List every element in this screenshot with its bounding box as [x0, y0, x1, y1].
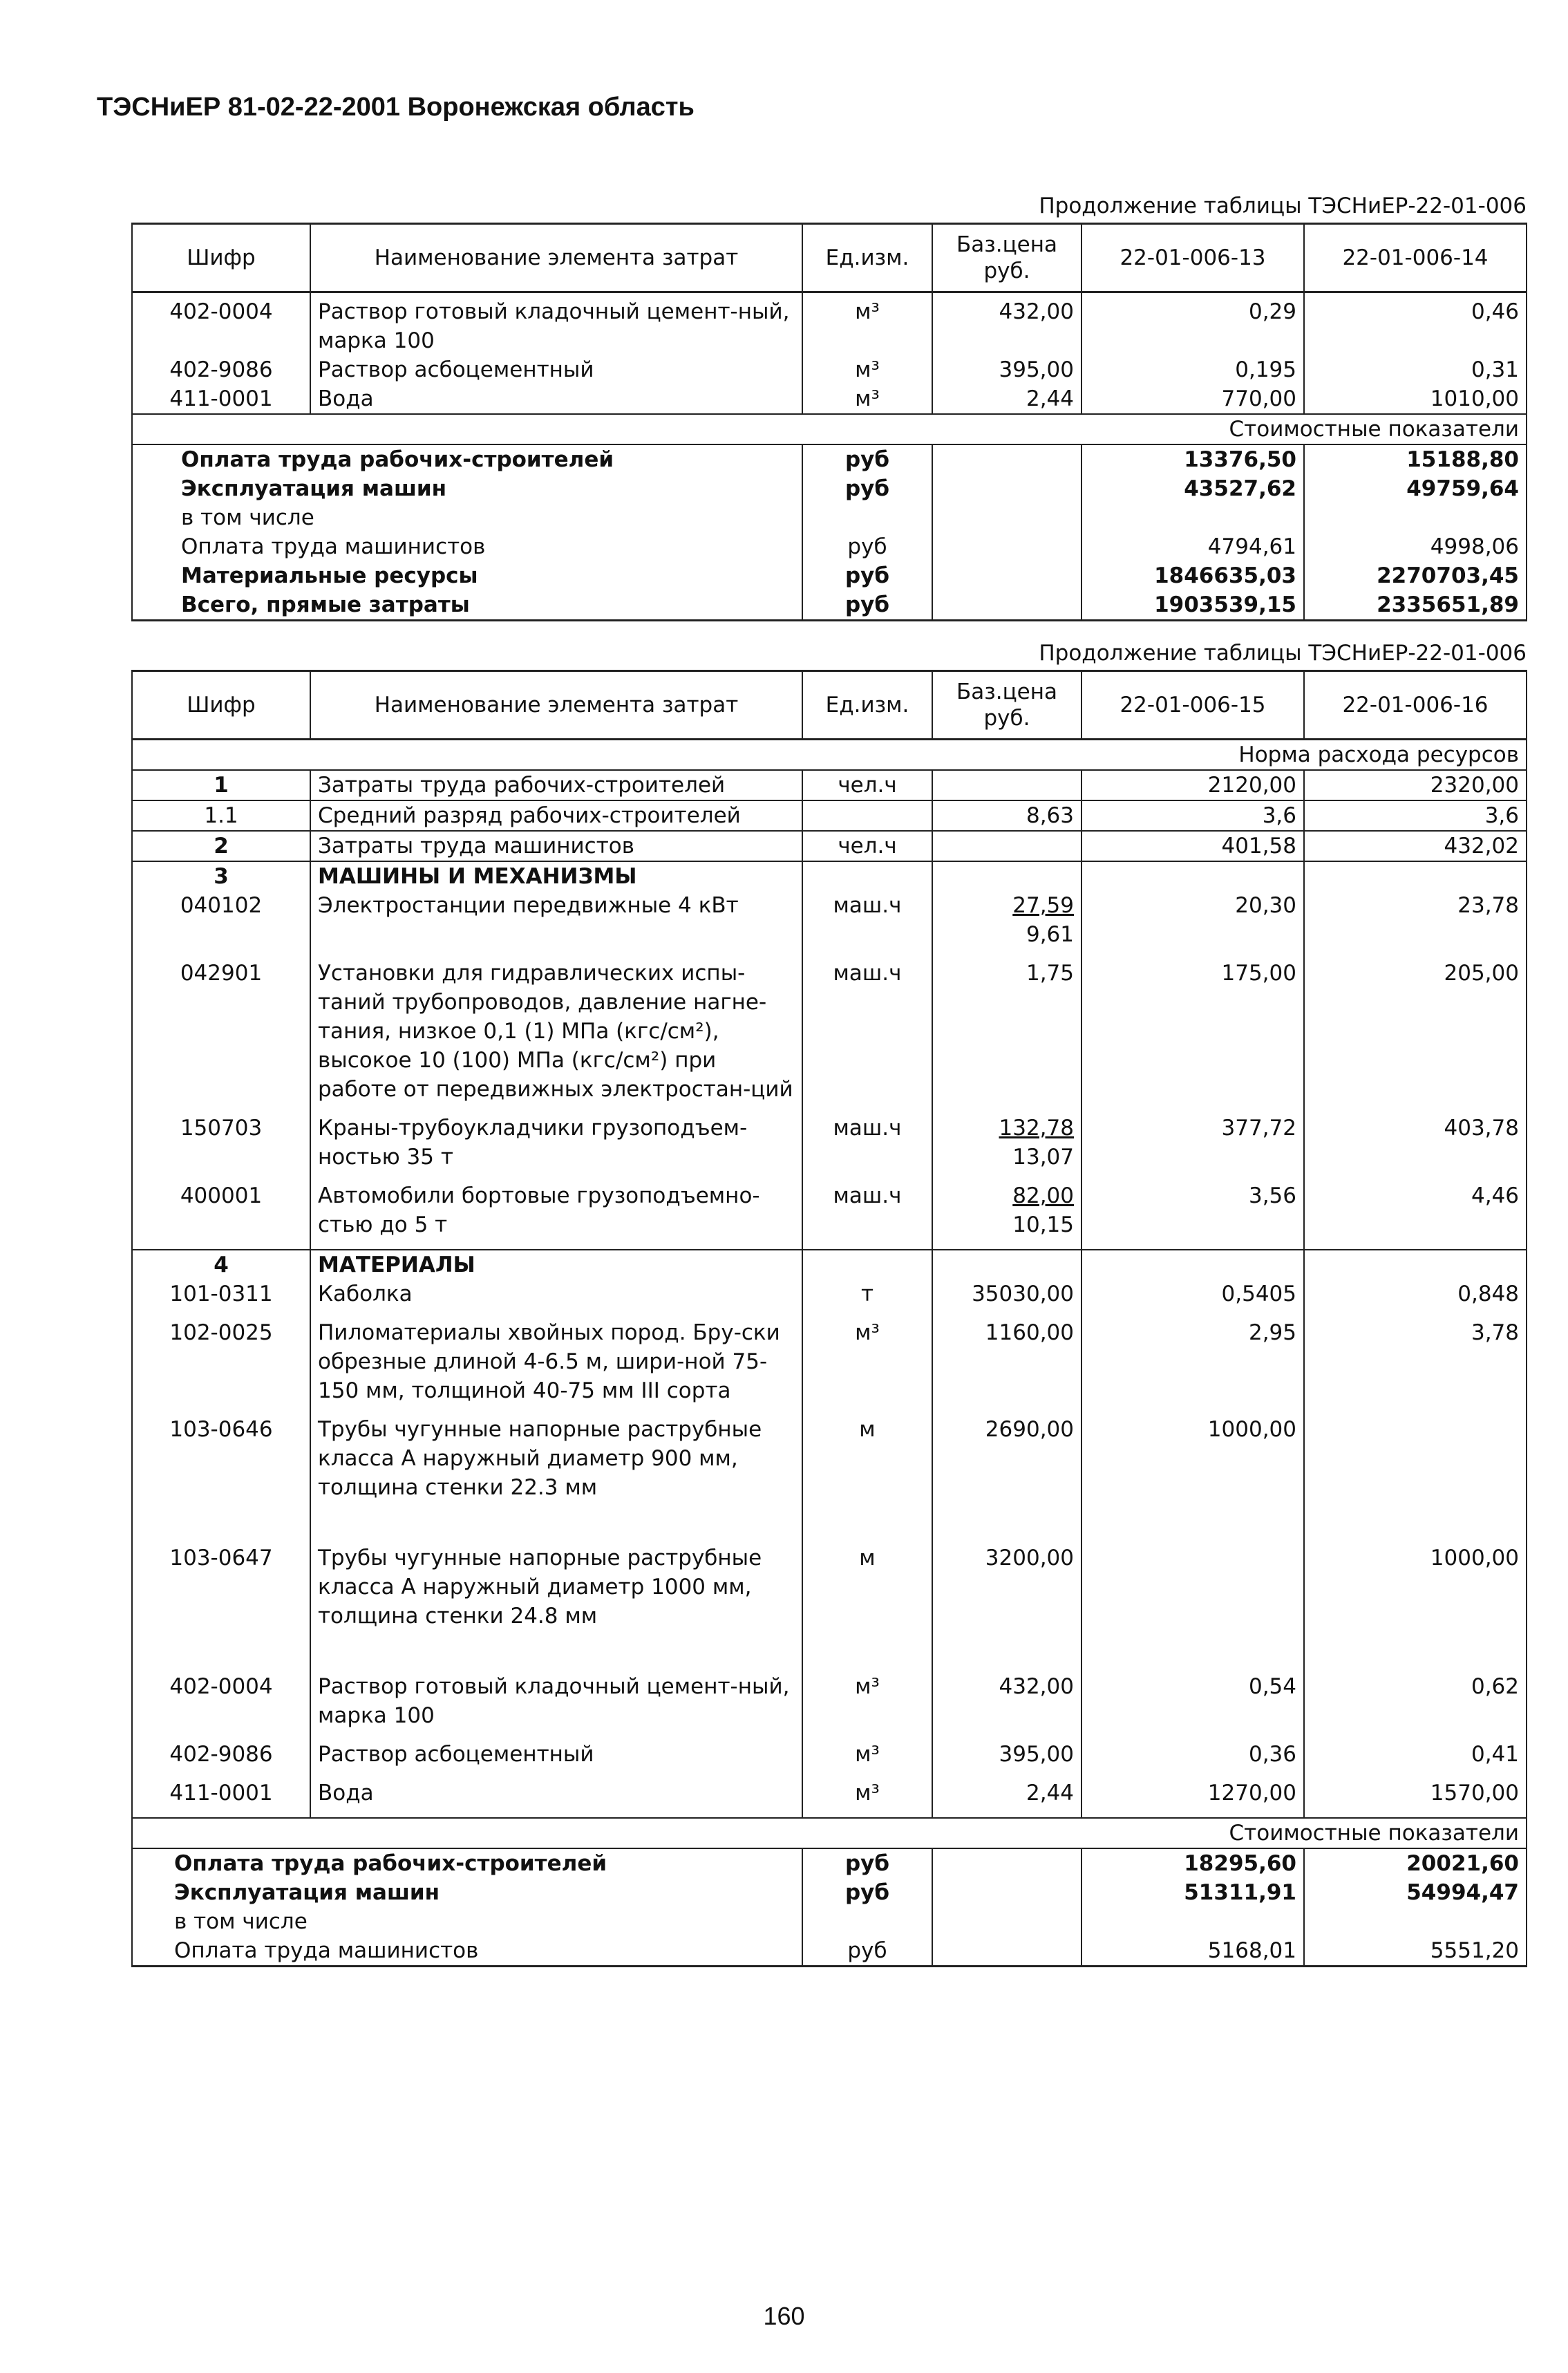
labor-value-1: 2120,00	[1081, 770, 1304, 800]
cost-value-1	[1081, 1907, 1304, 1936]
norm-caption: Норма расхода ресурсов	[132, 740, 1527, 771]
resource-unit: м³	[802, 384, 932, 414]
resource-unit: м³	[802, 292, 932, 356]
cost-value-2: 54994,47	[1304, 1878, 1527, 1907]
labor-unit: чел.ч	[802, 770, 932, 800]
machine-value-2: 403,78	[1304, 1114, 1527, 1181]
header-code: Шифр	[132, 671, 310, 740]
cost-price-empty	[932, 532, 1081, 561]
cost-name: Всего, прямые затраты	[132, 590, 802, 621]
cost-caption: Стоимостные показатели	[132, 414, 1527, 444]
cost-unit: руб	[802, 444, 932, 474]
resource-value-1: 770,00	[1081, 384, 1304, 414]
machine-code: 150703	[132, 1114, 310, 1181]
resource-unit: м³	[802, 355, 932, 384]
cost-unit: руб	[802, 474, 932, 503]
resource-value-2: 0,46	[1304, 292, 1527, 356]
material-price: 3200,00	[932, 1544, 1081, 1672]
material-code: 402-9086	[132, 1740, 310, 1779]
machines-code: 3	[132, 861, 310, 891]
machine-price-labor: 13,07	[1012, 1145, 1074, 1170]
labor-name: Затраты труда машинистов	[310, 831, 802, 861]
machine-name: Установки для гидравлических испы-таний трубопроводов, давление нагне-тания, низкое 0,1 (1) МПа (кгс/см²), высокое 10 (100) МПа (кгс/см²) при работе от передвижных электростан-ций	[310, 959, 802, 1114]
machine-price-total: 1,75	[1026, 961, 1074, 986]
cost-price-empty	[932, 590, 1081, 621]
cost-caption-row	[132, 414, 1527, 444]
cost-unit: руб	[802, 1848, 932, 1878]
materials-section-row	[132, 1250, 1527, 1279]
material-value-2: 0,62	[1304, 1672, 1527, 1740]
machine-unit: маш.ч	[802, 891, 932, 959]
machine-code: 042901	[132, 959, 310, 1114]
cost-name: Оплата труда машинистов	[132, 532, 802, 561]
header-code: Шифр	[132, 224, 310, 292]
machine-price	[932, 1181, 1081, 1250]
machine-price	[932, 891, 1081, 959]
machine-price-labor: 9,61	[1026, 922, 1074, 947]
material-price: 35030,00	[932, 1279, 1081, 1318]
cost-row	[132, 1936, 1527, 1967]
machine-value-1: 377,72	[1081, 1114, 1304, 1181]
labor-row	[132, 770, 1527, 800]
cost-value-1: 4794,61	[1081, 532, 1304, 561]
material-code: 102-0025	[132, 1318, 310, 1415]
cost-value-1: 5168,01	[1081, 1936, 1304, 1967]
machine-code: 040102	[132, 891, 310, 959]
material-value-1: 1270,00	[1081, 1779, 1304, 1818]
machine-value-1: 20,30	[1081, 891, 1304, 959]
cost-row	[132, 1848, 1527, 1878]
material-row	[132, 1279, 1527, 1318]
cost-row	[132, 1878, 1527, 1907]
resource-price: 432,00	[932, 292, 1081, 356]
material-value-1	[1081, 1544, 1304, 1672]
cost-value-2: 2270703,45	[1304, 561, 1527, 590]
resource-value-1: 0,195	[1081, 355, 1304, 384]
empty-cell	[932, 1250, 1081, 1279]
empty-cell	[1304, 861, 1527, 891]
resource-name: Раствор асбоцементный	[310, 355, 802, 384]
empty-cell	[932, 861, 1081, 891]
machine-name: Автомобили бортовые грузоподъемно-стью до 5 т	[310, 1181, 802, 1250]
material-price: 2690,00	[932, 1415, 1081, 1544]
table1	[131, 223, 1527, 621]
cost-value-2: 5551,20	[1304, 1936, 1527, 1967]
machine-unit: маш.ч	[802, 1114, 932, 1181]
cost-caption: Стоимостные показатели	[132, 1818, 1527, 1848]
cost-value-1: 18295,60	[1081, 1848, 1304, 1878]
machine-value-2: 4,46	[1304, 1181, 1527, 1250]
cost-name: Эксплуатация машин	[132, 474, 802, 503]
cost-name: Оплата труда рабочих-строителей	[132, 1848, 802, 1878]
material-unit: м³	[802, 1779, 932, 1818]
header-price: Баз.цена руб.	[932, 224, 1081, 292]
header-col1: 22-01-006-13	[1081, 224, 1304, 292]
material-row	[132, 1544, 1527, 1672]
cost-value-2	[1304, 503, 1527, 532]
material-value-1: 0,54	[1081, 1672, 1304, 1740]
material-price: 432,00	[932, 1672, 1081, 1740]
material-unit: м	[802, 1415, 932, 1544]
cost-price-empty	[932, 474, 1081, 503]
header-price: Баз.цена руб.	[932, 671, 1081, 740]
material-name: Раствор готовый кладочный цемент-ный, марка 100	[310, 1672, 802, 1740]
material-value-2: 0,848	[1304, 1279, 1527, 1318]
cost-name: Оплата труда рабочих-строителей	[132, 444, 802, 474]
machine-price-total: 82,00	[1012, 1183, 1074, 1208]
empty-cell	[1304, 1250, 1527, 1279]
machine-price-total: 27,59	[1012, 893, 1074, 918]
cost-unit: руб	[802, 532, 932, 561]
resource-code: 402-0004	[132, 292, 310, 356]
material-row	[132, 1740, 1527, 1779]
resource-code: 402-9086	[132, 355, 310, 384]
cost-value-2: 2335651,89	[1304, 590, 1527, 621]
page-title: ТЭСНиЕР 81-02-22-2001 Воронежская область	[97, 93, 695, 122]
cost-unit: руб	[802, 1878, 932, 1907]
machine-price-total: 132,78	[999, 1116, 1074, 1141]
norm-caption-row	[132, 740, 1527, 771]
cost-row	[132, 503, 1527, 532]
machine-price-labor: 10,15	[1012, 1212, 1074, 1237]
material-name: Раствор асбоцементный	[310, 1740, 802, 1779]
resource-value-1: 0,29	[1081, 292, 1304, 356]
material-name: Трубы чугунные напорные раструбные класса А наружный диаметр 1000 мм, толщина стенки 24.8 мм	[310, 1544, 802, 1672]
machine-value-2: 205,00	[1304, 959, 1527, 1114]
material-unit: м	[802, 1544, 932, 1672]
empty-cell	[1081, 861, 1304, 891]
empty-cell	[1081, 1250, 1304, 1279]
cost-price-empty	[932, 444, 1081, 474]
machine-value-2: 23,78	[1304, 891, 1527, 959]
cost-name: Оплата труда машинистов	[132, 1936, 802, 1967]
material-value-2: 3,78	[1304, 1318, 1527, 1415]
material-price: 1160,00	[932, 1318, 1081, 1415]
cost-value-2	[1304, 1907, 1527, 1936]
machine-row	[132, 1114, 1527, 1181]
cost-price-empty	[932, 1848, 1081, 1878]
material-price: 395,00	[932, 1740, 1081, 1779]
cost-value-1: 13376,50	[1081, 444, 1304, 474]
material-row	[132, 1318, 1527, 1415]
cost-value-2: 4998,06	[1304, 532, 1527, 561]
machine-price	[932, 1114, 1081, 1181]
labor-value-2: 2320,00	[1304, 770, 1527, 800]
materials-title: МАТЕРИАЛЫ	[310, 1250, 802, 1279]
labor-price	[932, 770, 1081, 800]
cost-value-1	[1081, 503, 1304, 532]
material-value-2: 0,41	[1304, 1740, 1527, 1779]
resource-name: Раствор готовый кладочный цемент-ный, марка 100	[310, 292, 802, 356]
material-value-1: 2,95	[1081, 1318, 1304, 1415]
material-name: Вода	[310, 1779, 802, 1818]
cost-caption-row	[132, 1818, 1527, 1848]
material-name: Трубы чугунные напорные раструбные класса А наружный диаметр 900 мм, толщина стенки 22.3 мм	[310, 1415, 802, 1544]
header-col2: 22-01-006-14	[1304, 224, 1527, 292]
cost-unit	[802, 1907, 932, 1936]
cost-value-2: 15188,80	[1304, 444, 1527, 474]
labor-row	[132, 800, 1527, 831]
machine-row	[132, 891, 1527, 959]
machine-value-1: 3,56	[1081, 1181, 1304, 1250]
cost-value-1: 51311,91	[1081, 1878, 1304, 1907]
labor-code: 1.1	[132, 800, 310, 831]
resource-row	[132, 292, 1527, 356]
material-value-2	[1304, 1415, 1527, 1544]
material-value-1: 0,5405	[1081, 1279, 1304, 1318]
cost-price-empty	[932, 561, 1081, 590]
material-value-2: 1000,00	[1304, 1544, 1527, 1672]
material-row	[132, 1415, 1527, 1544]
machines-section-row	[132, 861, 1527, 891]
labor-price: 8,63	[932, 800, 1081, 831]
cost-unit	[802, 503, 932, 532]
labor-name: Средний разряд рабочих-строителей	[310, 800, 802, 831]
labor-name: Затраты труда рабочих-строителей	[310, 770, 802, 800]
machine-code: 400001	[132, 1181, 310, 1250]
material-value-2: 1570,00	[1304, 1779, 1527, 1818]
cost-unit: руб	[802, 1936, 932, 1967]
cost-price-empty	[932, 1936, 1081, 1967]
machine-unit: маш.ч	[802, 1181, 932, 1250]
material-price: 2,44	[932, 1779, 1081, 1818]
resource-code: 411-0001	[132, 384, 310, 414]
machine-row	[132, 959, 1527, 1114]
labor-unit	[802, 800, 932, 831]
labor-code: 2	[132, 831, 310, 861]
material-row	[132, 1779, 1527, 1818]
cost-name: Эксплуатация машин	[132, 1878, 802, 1907]
cost-row	[132, 474, 1527, 503]
cost-name: Материальные ресурсы	[132, 561, 802, 590]
page-number: 160	[763, 2302, 805, 2330]
header-col2: 22-01-006-16	[1304, 671, 1527, 740]
header-unit: Ед.изм.	[802, 671, 932, 740]
cost-unit: руб	[802, 561, 932, 590]
header-col1: 22-01-006-15	[1081, 671, 1304, 740]
machine-value-1: 175,00	[1081, 959, 1304, 1114]
empty-cell	[802, 1250, 932, 1279]
material-code: 411-0001	[132, 1779, 310, 1818]
machine-unit: маш.ч	[802, 959, 932, 1114]
material-value-1: 0,36	[1081, 1740, 1304, 1779]
material-code: 103-0647	[132, 1544, 310, 1672]
resource-price: 2,44	[932, 384, 1081, 414]
labor-value-1: 3,6	[1081, 800, 1304, 831]
labor-code: 1	[132, 770, 310, 800]
material-unit: м³	[802, 1740, 932, 1779]
material-code: 101-0311	[132, 1279, 310, 1318]
empty-cell	[802, 861, 932, 891]
cost-unit: руб	[802, 590, 932, 621]
material-unit: м³	[802, 1318, 932, 1415]
labor-price	[932, 831, 1081, 861]
cost-value-1: 1903539,15	[1081, 590, 1304, 621]
table2-header-row	[132, 671, 1527, 740]
resource-name: Вода	[310, 384, 802, 414]
cost-value-2: 49759,64	[1304, 474, 1527, 503]
header-name: Наименование элемента затрат	[310, 671, 802, 740]
cost-name: в том числе	[132, 1907, 802, 1936]
table1-header-row	[132, 224, 1527, 292]
table2-continuation-caption: Продолжение таблицы ТЭСНиЕР-22-01-006	[1039, 641, 1527, 666]
table1-continuation-caption: Продолжение таблицы ТЭСНиЕР-22-01-006	[1039, 194, 1527, 218]
cost-row	[132, 1907, 1527, 1936]
labor-row	[132, 831, 1527, 861]
material-unit: м³	[802, 1672, 932, 1740]
material-row	[132, 1672, 1527, 1740]
cost-row	[132, 444, 1527, 474]
resource-price: 395,00	[932, 355, 1081, 384]
header-name: Наименование элемента затрат	[310, 224, 802, 292]
material-name: Пиломатериалы хвойных пород. Бру-ски обрезные длиной 4-6.5 м, шири-ной 75-150 мм, толщиной 40-75 мм III сорта	[310, 1318, 802, 1415]
machine-name: Электростанции передвижные 4 кВт	[310, 891, 802, 959]
labor-value-2: 432,02	[1304, 831, 1527, 861]
material-name: Каболка	[310, 1279, 802, 1318]
cost-value-1: 43527,62	[1081, 474, 1304, 503]
labor-value-2: 3,6	[1304, 800, 1527, 831]
cost-price-empty	[932, 1878, 1081, 1907]
resource-row	[132, 355, 1527, 384]
material-value-1: 1000,00	[1081, 1415, 1304, 1544]
labor-unit: чел.ч	[802, 831, 932, 861]
material-code: 103-0646	[132, 1415, 310, 1544]
materials-code: 4	[132, 1250, 310, 1279]
header-unit: Ед.изм.	[802, 224, 932, 292]
table2	[131, 670, 1527, 1967]
material-unit: т	[802, 1279, 932, 1318]
labor-value-1: 401,58	[1081, 831, 1304, 861]
cost-value-1: 1846635,03	[1081, 561, 1304, 590]
cost-value-2: 20021,60	[1304, 1848, 1527, 1878]
resource-value-2: 1010,00	[1304, 384, 1527, 414]
cost-price-empty	[932, 1907, 1081, 1936]
cost-row	[132, 561, 1527, 590]
machines-title: МАШИНЫ И МЕХАНИЗМЫ	[310, 861, 802, 891]
machine-row	[132, 1181, 1527, 1250]
cost-name: в том числе	[132, 503, 802, 532]
cost-price-empty	[932, 503, 1081, 532]
machine-price	[932, 959, 1081, 1114]
cost-row	[132, 590, 1527, 621]
cost-row	[132, 532, 1527, 561]
material-code: 402-0004	[132, 1672, 310, 1740]
machine-name: Краны-трубоукладчики грузоподъем-ностью 35 т	[310, 1114, 802, 1181]
resource-value-2: 0,31	[1304, 355, 1527, 384]
resource-row	[132, 384, 1527, 414]
